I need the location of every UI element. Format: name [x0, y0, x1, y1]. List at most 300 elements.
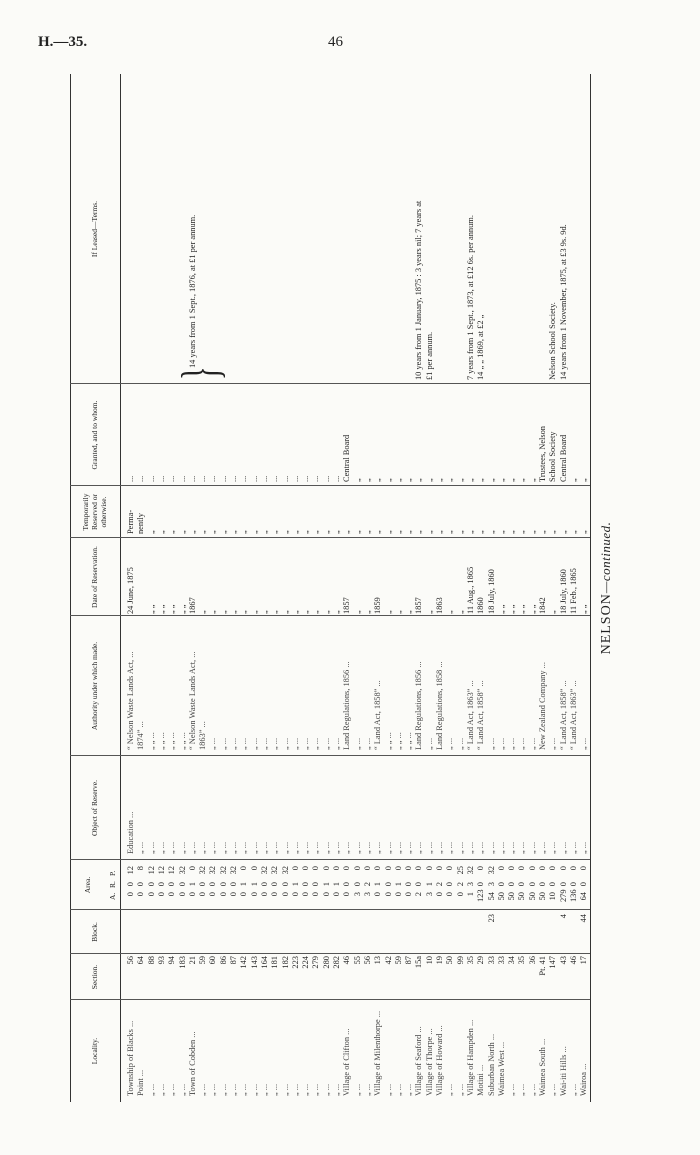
table-row	[559, 74, 569, 1102]
row-date: „	[290, 610, 300, 614]
table-row	[414, 74, 424, 1102]
row-date: 1860	[476, 597, 486, 614]
table-row	[425, 74, 435, 1102]
row-object: „ ...	[311, 762, 321, 854]
row-granted: „	[517, 478, 527, 482]
row-authority: „ „ ...	[384, 618, 394, 750]
row-temporary: „	[198, 530, 208, 534]
row-granted: Central Board	[558, 434, 568, 482]
row-section: 87	[404, 956, 414, 965]
row-granted: „	[362, 478, 372, 482]
row-area-perches: 25	[455, 866, 465, 875]
row-locality: „ ...	[404, 1000, 414, 1096]
row-locality: Waimea West ...	[497, 1000, 507, 1096]
row-area-acres: 3	[352, 892, 362, 897]
row-area-perches: 0	[404, 866, 414, 871]
table-row	[178, 74, 188, 1102]
row-date: „ „	[579, 604, 589, 614]
row-area-perches: 0	[507, 866, 517, 871]
row-area-acres: 136	[568, 889, 578, 902]
row-locality: „ ...	[528, 1000, 538, 1096]
row-granted: ...	[249, 475, 259, 482]
row-granted: ...	[198, 475, 208, 482]
row-locality: Wai-iti Hills ...	[559, 1000, 569, 1096]
row-authority: „ ...	[548, 618, 558, 750]
table-row	[332, 74, 342, 1102]
row-lease	[219, 80, 229, 380]
row-area-roods: 0	[280, 882, 290, 887]
table-row	[476, 74, 486, 1102]
table-row	[384, 74, 394, 1102]
row-granted: „	[455, 478, 465, 482]
table-row	[239, 74, 249, 1102]
row-locality: „ ...	[456, 1000, 466, 1096]
row-authority: „ ...	[332, 618, 342, 750]
row-authority: “ Land Act, 1858” ...	[559, 618, 569, 750]
row-section: 55	[352, 956, 362, 965]
row-locality: „ ...	[239, 1000, 249, 1096]
row-block	[497, 914, 507, 952]
row-section: 15a	[414, 956, 424, 969]
table-row	[322, 74, 332, 1102]
row-object: „ ...	[136, 762, 146, 854]
row-area-acres: 0	[373, 892, 383, 897]
table-row	[311, 74, 321, 1102]
row-locality: „ ...	[250, 1000, 260, 1096]
row-area-acres: 0	[156, 892, 166, 897]
row-locality: Village of Clifton ...	[342, 1000, 352, 1096]
row-temporary: „	[259, 530, 269, 534]
title-sub: —continued.	[598, 521, 613, 594]
row-authority: 1863” ...	[198, 618, 208, 750]
row-area-acres: 0	[404, 892, 414, 897]
table-row	[136, 74, 146, 1102]
row-area-acres: 0	[445, 892, 455, 897]
row-lease	[322, 80, 332, 380]
row-section: 33	[496, 956, 506, 965]
row-granted: ...	[136, 475, 146, 482]
row-section: 46	[342, 956, 352, 965]
row-temporary: Perma-	[126, 509, 135, 534]
row-area-perches: 32	[486, 866, 496, 875]
row-area-perches: 12	[167, 866, 177, 875]
row-area-perches: 0	[393, 866, 403, 871]
row-object: „ ...	[528, 762, 538, 854]
row-authority: „ „ ...	[157, 618, 167, 750]
row-granted: „	[393, 478, 403, 482]
row-locality: „ ...	[332, 1000, 342, 1096]
table-row	[445, 74, 455, 1102]
row-object: „ ...	[466, 762, 476, 854]
row-area-acres: 50	[507, 892, 517, 901]
row-object: „ ...	[507, 762, 517, 854]
row-date: 11 Feb., 1865	[568, 568, 578, 614]
row-granted: ...	[187, 475, 197, 482]
row-temporary: „	[332, 530, 341, 534]
row-object: „ ...	[579, 762, 589, 854]
row-granted: „	[507, 478, 517, 482]
header-authority: Authority under which made.	[89, 641, 99, 731]
row-section: 19	[435, 956, 444, 965]
row-area-acres: 0	[290, 892, 300, 897]
row-temporary: „	[548, 530, 558, 534]
row-lease	[394, 80, 404, 380]
row-date: „	[404, 610, 414, 614]
row-area-acres: 279	[558, 889, 568, 902]
row-date: „	[280, 610, 290, 614]
table-row	[487, 74, 497, 1102]
row-area-roods: 0	[208, 882, 218, 887]
row-temporary: „	[527, 530, 537, 534]
row-object: „ ...	[353, 762, 363, 854]
row-granted: „	[486, 478, 496, 482]
row-granted: ...	[167, 475, 177, 482]
row-section: 59	[393, 956, 403, 965]
row-block	[517, 914, 527, 952]
row-object: „ ...	[548, 762, 558, 854]
row-locality: „ ...	[517, 1000, 527, 1096]
row-area-roods: 1	[321, 882, 331, 887]
row-authority: „ ...	[579, 618, 589, 750]
row-area-acres: 50	[496, 892, 506, 901]
row-locality: „ ...	[270, 1000, 280, 1096]
row-area-acres: 123	[476, 889, 486, 902]
row-authority: „ ...	[528, 618, 538, 750]
row-temporary: „	[167, 530, 177, 534]
row-object: „ ...	[425, 762, 435, 854]
row-temporary: „	[373, 530, 383, 534]
row-lease	[260, 80, 270, 380]
row-authority: “ Land Act, 1858” ...	[476, 618, 486, 750]
row-authority: „ ...	[281, 618, 291, 750]
row-area-acres: 0	[167, 892, 177, 897]
row-authority: “ Land Act, 1863” ...	[569, 618, 579, 750]
row-area-roods: 0	[414, 882, 424, 887]
row-temporary: nently	[136, 513, 146, 534]
row-lease: 14 „ „ 1869, at £2 „	[476, 314, 486, 380]
row-area-acres: 0	[177, 892, 187, 897]
row-block	[476, 914, 486, 952]
row-temporary: „	[146, 530, 156, 534]
row-block	[332, 914, 342, 952]
table-row	[579, 74, 589, 1102]
row-area-roods: 0	[301, 882, 311, 887]
row-block	[394, 914, 404, 952]
row-section: 56	[126, 956, 135, 965]
header-object: Object of Reserve.	[89, 779, 99, 837]
row-locality: „ ...	[384, 1000, 394, 1096]
row-date: „	[383, 610, 393, 614]
row-area-acres: 0	[332, 892, 341, 897]
row-area-perches: 0	[301, 866, 311, 871]
row-date: „	[259, 610, 269, 614]
table-row	[517, 74, 527, 1102]
table-row	[208, 74, 218, 1102]
area-unit-roods: R.	[108, 881, 117, 888]
row-area-acres: 0	[187, 892, 197, 897]
row-authority: „ „ ...	[178, 618, 188, 750]
row-block	[188, 914, 198, 952]
row-temporary: „	[342, 530, 352, 534]
table-row	[157, 74, 167, 1102]
row-locality: „ ...	[291, 1000, 301, 1096]
row-area-perches: 32	[229, 866, 238, 875]
row-area-roods: 0	[496, 882, 506, 887]
row-block	[301, 914, 311, 952]
row-section: 17	[579, 956, 589, 965]
row-object: „ ...	[281, 762, 291, 854]
row-temporary: „	[321, 530, 331, 534]
table-row	[394, 74, 404, 1102]
row-locality: Suburban North ...	[487, 1000, 497, 1096]
row-object: „ ...	[456, 762, 466, 854]
row-section: 94	[167, 956, 177, 965]
row-area-acres: 0	[455, 892, 465, 897]
row-area-roods: 0	[476, 882, 486, 887]
row-locality: Village of Howard ...	[435, 1000, 445, 1096]
row-authority: New Zealand Company ...	[538, 618, 548, 750]
row-area-perches: 0	[342, 866, 352, 871]
row-area-roods: 0	[156, 882, 166, 887]
row-locality: „ ...	[301, 1000, 311, 1096]
row-date: „	[362, 610, 372, 614]
row-authority: „ ...	[270, 618, 280, 750]
row-object: „ ...	[147, 762, 157, 854]
row-block	[136, 914, 146, 952]
row-area-acres: 0	[301, 892, 311, 897]
row-object: „ ...	[157, 762, 167, 854]
row-granted: School Society	[548, 431, 558, 482]
row-object: „ ...	[404, 762, 414, 854]
table-row	[250, 74, 260, 1102]
row-lease: 7 years from 1 Sept., 1873, at £12 6s. per annum.	[465, 215, 475, 380]
row-locality: „ ...	[260, 1000, 270, 1096]
row-area-perches: 0	[445, 866, 455, 871]
row-date: 1857	[414, 597, 424, 614]
row-date: „ „	[177, 604, 187, 614]
row-object: „ ...	[342, 762, 352, 854]
row-area-acres: 0	[393, 892, 403, 897]
row-block	[507, 914, 517, 952]
row-authority: „ „ ...	[147, 618, 157, 750]
row-authority: „ „ ...	[404, 618, 414, 750]
row-temporary: „	[424, 530, 434, 534]
row-date: „	[455, 610, 465, 614]
bottom-rule	[590, 74, 591, 1102]
row-area-roods: 2	[435, 882, 444, 887]
row-block	[147, 914, 157, 952]
row-granted: „	[527, 478, 537, 482]
row-locality: „ ...	[229, 1000, 239, 1096]
row-area-acres: 0	[280, 892, 290, 897]
row-locality: „ ...	[281, 1000, 291, 1096]
row-area-perches: 0	[414, 866, 424, 871]
row-block	[466, 914, 476, 952]
row-area-roods: 2	[362, 882, 372, 887]
row-authority: 1874” ...	[136, 618, 146, 750]
row-area-acres: 0	[321, 892, 331, 897]
row-object: „ ...	[445, 762, 455, 854]
row-area-perches: 32	[177, 866, 187, 875]
row-area-roods: 0	[538, 882, 547, 887]
row-locality: „ ...	[353, 1000, 363, 1096]
row-temporary: „	[404, 530, 414, 534]
row-area-roods: 0	[342, 882, 352, 887]
row-block	[322, 914, 332, 952]
row-lease	[363, 80, 373, 380]
row-date: 1863	[435, 597, 444, 614]
row-authority: „ ...	[322, 618, 332, 750]
row-lease	[198, 80, 208, 380]
table-title	[598, 74, 618, 1102]
row-locality: Waimea South ...	[538, 1000, 548, 1096]
row-area-perches: 32	[208, 866, 218, 875]
table-row	[435, 74, 445, 1102]
row-section: 142	[239, 956, 249, 969]
row-area-perches: 0	[558, 866, 568, 871]
row-date: „	[321, 610, 331, 614]
row-section: 223	[290, 956, 300, 969]
row-authority: „ ...	[456, 618, 466, 750]
row-section: 64	[136, 956, 146, 965]
row-area-roods: 0	[548, 882, 558, 887]
row-area-perches: 0	[321, 866, 331, 871]
table-row	[548, 74, 558, 1102]
row-locality: Motini ...	[476, 1000, 486, 1096]
row-section: 164	[259, 956, 269, 969]
row-section: 33	[486, 956, 496, 965]
row-date: „ „	[146, 604, 156, 614]
row-authority: „ ...	[363, 618, 373, 750]
row-area-perches: 0	[568, 866, 578, 871]
row-area-acres: 0	[259, 892, 269, 897]
row-date: „	[239, 610, 249, 614]
row-temporary: „	[445, 530, 455, 534]
row-block	[548, 914, 558, 952]
row-temporary: „	[362, 530, 372, 534]
row-area-acres: 64	[579, 892, 589, 901]
row-temporary: „	[229, 530, 238, 534]
row-date: „	[218, 610, 228, 614]
row-area-perches: 0	[373, 866, 383, 871]
row-lease	[342, 80, 352, 380]
table-row	[126, 74, 136, 1102]
row-granted: ...	[290, 475, 300, 482]
row-object: „ ...	[250, 762, 260, 854]
row-object: „ ...	[239, 762, 249, 854]
row-area-perches: 0	[538, 866, 547, 871]
row-date: „ „	[517, 604, 527, 614]
row-section: 87	[229, 956, 238, 965]
row-locality: „ ...	[198, 1000, 208, 1096]
row-area-perches: 8	[136, 866, 146, 871]
row-object: „ ...	[538, 762, 548, 854]
row-temporary: „	[270, 530, 280, 534]
row-granted: ...	[229, 475, 238, 482]
row-lease	[281, 80, 291, 380]
row-locality: „ ...	[157, 1000, 167, 1096]
row-locality: „ ...	[569, 1000, 579, 1096]
row-area-roods: 1	[239, 882, 249, 887]
row-date: 1857	[342, 597, 352, 614]
table-row	[147, 74, 157, 1102]
row-lease	[353, 80, 363, 380]
row-locality: Town of Cobden ...	[188, 1000, 198, 1096]
row-block	[260, 914, 270, 952]
row-area-perches: 32	[198, 866, 208, 875]
row-object: „ ...	[394, 762, 404, 854]
row-authority: „ ...	[229, 618, 239, 750]
row-area-roods: 1	[373, 882, 383, 887]
row-authority: „ „ ...	[167, 618, 177, 750]
lease-brace: }	[172, 366, 232, 380]
row-area-acres: 50	[538, 892, 547, 901]
row-locality: „ ...	[178, 1000, 188, 1096]
row-area-perches: 0	[362, 866, 372, 871]
row-section: 13	[373, 956, 383, 965]
row-granted: ...	[146, 475, 156, 482]
row-area-roods: 3	[465, 882, 475, 887]
row-temporary: „	[301, 530, 311, 534]
row-granted: ...	[311, 475, 321, 482]
row-section: 56	[362, 956, 372, 965]
row-object: „ ...	[363, 762, 373, 854]
row-section: 35	[517, 956, 527, 965]
row-locality: Township of Blacks ...	[126, 1000, 136, 1096]
header-temporary: Temporarily Reserved or otherwise.	[80, 493, 108, 531]
row-lease	[250, 80, 260, 380]
row-date: „	[332, 610, 341, 614]
row-granted: „	[579, 478, 589, 482]
row-area-acres: 0	[218, 892, 228, 897]
row-lease	[157, 80, 167, 380]
row-block	[435, 914, 445, 952]
row-area-acres: 3	[424, 892, 434, 897]
row-area-perches: 0	[249, 866, 259, 871]
row-lease	[208, 80, 218, 380]
row-block	[538, 914, 548, 952]
row-granted: „	[445, 478, 455, 482]
row-object: „ ...	[198, 762, 208, 854]
table-row	[270, 74, 280, 1102]
row-area-roods: 0	[568, 882, 578, 887]
row-block: 4	[558, 914, 568, 919]
row-block	[342, 914, 352, 952]
row-locality: „ ...	[548, 1000, 558, 1096]
row-area-acres: 1	[465, 892, 475, 897]
row-temporary: „	[239, 530, 249, 534]
row-lease	[528, 80, 538, 380]
row-date: 1859	[373, 597, 383, 614]
row-lease	[384, 80, 394, 380]
row-locality: Village of Hampden ...	[466, 1000, 476, 1096]
row-area-roods: 0	[311, 882, 321, 887]
row-lease	[311, 80, 321, 380]
page-number: 46	[328, 34, 343, 50]
row-area-perches: 0	[435, 866, 444, 871]
row-block	[178, 914, 188, 952]
row-authority: „ ...	[239, 618, 249, 750]
row-section: Pt. 41	[538, 956, 547, 976]
row-area-perches: 0	[527, 866, 537, 871]
row-area-roods: 0	[517, 882, 527, 887]
row-authority: „ ...	[311, 618, 321, 750]
row-object: „ ...	[476, 762, 486, 854]
row-section: 10	[424, 956, 434, 965]
row-block	[363, 914, 373, 952]
row-temporary: „	[486, 530, 496, 534]
row-area-perches: 32	[259, 866, 269, 875]
